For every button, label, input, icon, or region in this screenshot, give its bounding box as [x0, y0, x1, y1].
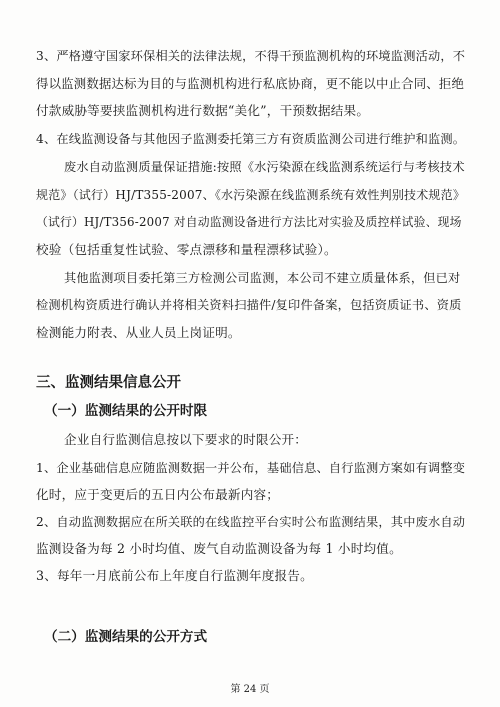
text-line: 监测设备为每 2 小时均值、废气自动监测设备为每 1 小时均值。 — [36, 541, 402, 556]
text-line: 企业自行监测信息按以下要求的时限公开： — [64, 432, 308, 447]
subsection-heading: （二）监测结果的公开方式 — [44, 629, 208, 645]
text-line: 废水自动监测质量保证措施:按照《水污染源在线监测系统运行与考核技术 — [64, 160, 465, 174]
text-line: 化时，应于变更后的五日内公布最新内容； — [36, 487, 280, 502]
text-line: 4、在线监测设备与其他因子监测委托第三方有资质监测公司进行维护和监测。 — [36, 132, 466, 146]
text-line: 1、企业基础信息应随监测数据一并公布，基础信息、自行监测方案如有调整变 — [36, 461, 466, 475]
text-line: 3、严格遵守国家环保相关的法律法规，不得干预监测机构的环境监测活动，不 — [36, 49, 466, 63]
subsection-heading: （一）监测结果的公开时限 — [44, 403, 208, 419]
text-line: 3、每年一月底前公布上年度自行监测年度报告。 — [36, 568, 313, 583]
text-line: 得以监测数据达标为目的与监测机构进行私底协商，更不能以中止合同、拒绝 — [36, 76, 465, 91]
text-line: 规范》（试行）HJ/T355-2007、《水污染源在线监测系统有效性判别技术规范》 — [36, 188, 466, 202]
text-line: 2、自动监测数据应在所关联的在线监控平台实时公布监测结果，其中废水自动 — [36, 515, 466, 529]
text-line: 检测机构资质进行确认并将相关资料扫描件/复印件备案，包括资质证书、资质 — [36, 298, 462, 312]
text-line: 其他监测项目委托第三方检测公司监测，本公司不建立质量体系，但已对 — [64, 271, 461, 285]
section-heading: 三、监测结果信息公开 — [36, 375, 181, 391]
text-line: （试行）HJ/T356-2007 对自动监测设备进行方法比对实验及质控样试验、现场 — [36, 215, 462, 229]
text-line: 校验（包括重复性试验、零点漂移和量程漂移试验）。 — [36, 242, 337, 257]
page-number: 第 24 页 — [230, 684, 270, 695]
text-line: 付款威胁等要挟监测机构进行数据“美化”，干预数据结果。 — [36, 103, 370, 118]
text-line: 检测能力附表、从业人员上岗证明。 — [36, 325, 241, 340]
